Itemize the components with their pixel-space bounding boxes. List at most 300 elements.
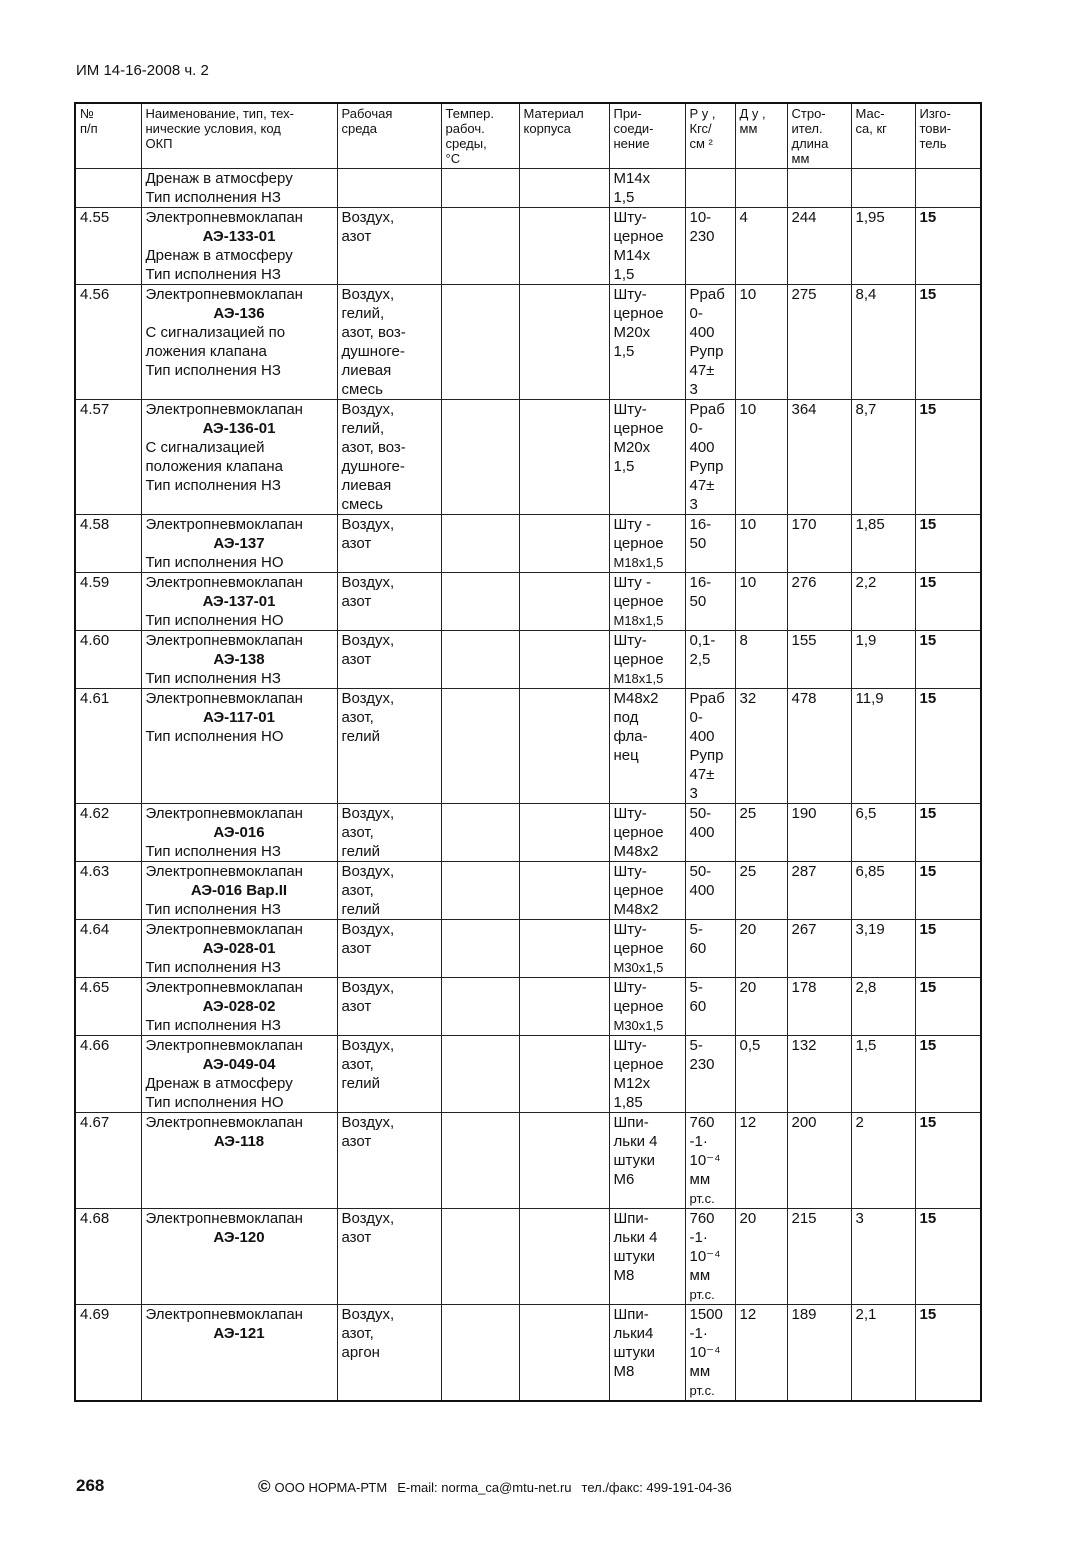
cell-pressure xyxy=(685,1209,735,1305)
cell-line: Дренаж в атмосферу xyxy=(145,247,293,264)
cell-dn xyxy=(735,689,787,804)
num-value: 4.58 xyxy=(80,516,110,533)
cell-dn xyxy=(735,804,787,862)
cell-temp xyxy=(441,631,519,689)
cell-dn xyxy=(735,1036,787,1113)
cell-line: нение xyxy=(613,136,650,151)
cell-line: гелий, xyxy=(341,305,385,322)
cell-connection xyxy=(609,515,685,573)
cell-line: Воздух, xyxy=(341,863,395,880)
cell-line: 230 xyxy=(689,228,715,245)
cell-mass xyxy=(851,1209,915,1305)
mass-value: 1,5 xyxy=(855,1037,877,1054)
num-value: 4.64 xyxy=(80,921,110,938)
cell-line: М8 xyxy=(613,1363,635,1380)
cell-num xyxy=(75,862,141,920)
cell-line: Рраб xyxy=(689,690,725,707)
cell-name xyxy=(141,169,337,208)
cell-mass xyxy=(851,285,915,400)
cell-connection xyxy=(609,920,685,978)
cell-line: М48х2 xyxy=(613,901,659,918)
cell-line: Рраб xyxy=(689,401,725,418)
cell-line: Воздух, xyxy=(341,1210,395,1227)
cell-pressure xyxy=(685,978,735,1036)
cell-connection xyxy=(609,1036,685,1113)
cell-length xyxy=(787,1209,851,1305)
cell-mass xyxy=(851,978,915,1036)
cell-length xyxy=(787,920,851,978)
num-value: 4.55 xyxy=(80,209,110,226)
cell-medium xyxy=(337,631,441,689)
cell-medium xyxy=(337,689,441,804)
cell-mass xyxy=(851,689,915,804)
cell-pressure xyxy=(685,573,735,631)
cell-line: Тип исполнения НЗ xyxy=(145,901,281,918)
mfr-value: 15 xyxy=(919,516,937,533)
cell-dn xyxy=(735,920,787,978)
cell-line: тови- xyxy=(919,121,952,136)
cell-line: 0- xyxy=(689,305,703,322)
cell-line: гелий xyxy=(341,1075,380,1092)
table-body xyxy=(75,169,981,1402)
cell-num xyxy=(75,1209,141,1305)
cell-connection xyxy=(609,285,685,400)
valve-model: АЭ-136 xyxy=(213,305,265,322)
num-value: 4.59 xyxy=(80,574,110,591)
cell-line: см ² xyxy=(689,136,713,151)
dn-value: 20 xyxy=(739,1210,757,1227)
cell-line: ител. xyxy=(791,121,823,136)
dn-value: 25 xyxy=(739,863,757,880)
cell-line: М18х1,5 xyxy=(613,555,664,570)
cell-name xyxy=(141,978,337,1036)
cell-line: Тип исполнения НО xyxy=(145,1094,284,1111)
mass-value: 1,85 xyxy=(855,516,885,533)
cell-line: церное xyxy=(613,882,664,899)
cell-line: Воздух, xyxy=(341,979,395,996)
length-value: 189 xyxy=(791,1306,817,1323)
length-value: 478 xyxy=(791,690,817,707)
cell-line: азот xyxy=(341,940,372,957)
cell-pressure xyxy=(685,515,735,573)
mfr-value: 15 xyxy=(919,286,937,303)
mass-value: 11,9 xyxy=(855,690,884,707)
cell-line: Тип исполнения НО xyxy=(145,728,284,745)
mass-value: 3,19 xyxy=(855,921,885,938)
cell-line: М48х2 xyxy=(613,843,659,860)
cell-line: положения клапана xyxy=(145,458,283,475)
cell-line: смесь xyxy=(341,381,383,398)
cell-line: корпуса xyxy=(523,121,571,136)
cell-length xyxy=(787,978,851,1036)
cell-mass xyxy=(851,1113,915,1209)
table-row xyxy=(75,515,981,573)
cell-material xyxy=(519,920,609,978)
table-row xyxy=(75,1305,981,1402)
cell-line: 60 xyxy=(689,940,707,957)
cell-manufacturer xyxy=(915,689,981,804)
cell-material xyxy=(519,169,609,208)
cell-line: Наименование, тип, тех- xyxy=(145,106,294,121)
cell-line: 10⁻⁴ xyxy=(689,1344,721,1361)
dn-value: 10 xyxy=(739,401,757,418)
cell-line: М18х1,5 xyxy=(613,671,664,686)
cell-length xyxy=(787,1113,851,1209)
dn-value: 10 xyxy=(739,516,757,533)
cell-line: 50 xyxy=(689,535,707,552)
dn-value: 25 xyxy=(739,805,757,822)
mfr-value: 15 xyxy=(919,574,937,591)
valve-type-label: Электропневмоклапан xyxy=(145,401,303,418)
cell-num xyxy=(75,631,141,689)
mass-value: 2,2 xyxy=(855,574,877,591)
mfr-value: 15 xyxy=(919,1306,937,1323)
table-row xyxy=(75,1113,981,1209)
cell-material xyxy=(519,285,609,400)
cell-line: мм xyxy=(739,121,758,136)
cell-line: среда xyxy=(341,121,377,136)
cell-line: 1500 xyxy=(689,1306,723,1323)
valve-type-label: Электропневмоклапан xyxy=(145,1306,303,1323)
length-value: 244 xyxy=(791,209,817,226)
cell-connection xyxy=(609,400,685,515)
num-value: 4.67 xyxy=(80,1114,110,1131)
num-value: 4.63 xyxy=(80,863,110,880)
cell-line: Воздух, xyxy=(341,1114,395,1131)
cell-temp xyxy=(441,804,519,862)
valve-type-label: Электропневмоклапан xyxy=(145,690,303,707)
length-value: 215 xyxy=(791,1210,817,1227)
cell-line: душноге- xyxy=(341,343,405,360)
cell-dn xyxy=(735,400,787,515)
cell-mass xyxy=(851,1305,915,1402)
cell-manufacturer xyxy=(915,515,981,573)
table-row xyxy=(75,689,981,804)
cell-line: Мас- xyxy=(855,106,885,121)
cell-line: 1,5 xyxy=(613,189,635,206)
cell-temp xyxy=(441,169,519,208)
mass-value: 2,1 xyxy=(855,1306,877,1323)
cell-line: Стро- xyxy=(791,106,826,121)
cell-line: Воздух, xyxy=(341,921,395,938)
length-value: 364 xyxy=(791,401,817,418)
cell-line: М48х2 xyxy=(613,690,659,707)
cell-line: Тип исполнения НЗ xyxy=(145,477,281,494)
cell-line: Дренаж в атмосферу xyxy=(145,1075,293,1092)
dn-value: 4 xyxy=(739,209,748,226)
cell-line: азот xyxy=(341,228,372,245)
cell-line: Шту- xyxy=(613,863,647,880)
cell-line: При- xyxy=(613,106,642,121)
cell-line: штуки xyxy=(613,1248,656,1265)
cell-material xyxy=(519,208,609,285)
cell-num xyxy=(75,920,141,978)
valve-type-label: Электропневмоклапан xyxy=(145,632,303,649)
cell-num xyxy=(75,804,141,862)
cell-name xyxy=(141,1036,337,1113)
cell-line: церное xyxy=(613,1056,664,1073)
column-header-name xyxy=(141,103,337,169)
footer-copyright xyxy=(258,1477,732,1497)
table-row xyxy=(75,208,981,285)
cell-line: Шпи- xyxy=(613,1114,649,1131)
cell-manufacturer xyxy=(915,631,981,689)
cell-medium xyxy=(337,1209,441,1305)
cell-name xyxy=(141,1209,337,1305)
valve-type-label: Электропневмоклапан xyxy=(145,979,303,996)
cell-line: Воздух, xyxy=(341,516,395,533)
cell-length xyxy=(787,208,851,285)
cell-line: Шпи- xyxy=(613,1210,649,1227)
cell-line: 50- xyxy=(689,863,712,880)
valve-model: АЭ-133-01 xyxy=(202,228,276,245)
cell-manufacturer xyxy=(915,862,981,920)
column-header-mass xyxy=(851,103,915,169)
cell-material xyxy=(519,1036,609,1113)
cell-length xyxy=(787,689,851,804)
cell-line: М30х1,5 xyxy=(613,1018,664,1033)
cell-name xyxy=(141,1305,337,1402)
cell-line: под xyxy=(613,709,639,726)
cell-material xyxy=(519,400,609,515)
cell-line: мм xyxy=(689,1267,711,1284)
cell-pressure xyxy=(685,400,735,515)
cell-line: 50 xyxy=(689,593,707,610)
cell-num xyxy=(75,978,141,1036)
cell-line: 3 xyxy=(689,381,698,398)
valve-model: АЭ-016 Вар.II xyxy=(190,882,288,899)
cell-line: церное xyxy=(613,305,664,322)
cell-pressure xyxy=(685,804,735,862)
column-header-temp xyxy=(441,103,519,169)
cell-temp xyxy=(441,515,519,573)
cell-line: С сигнализацией по xyxy=(145,324,286,341)
cell-line: Темпер. xyxy=(445,106,494,121)
cell-line: 400 xyxy=(689,882,715,899)
cell-connection xyxy=(609,1113,685,1209)
cell-line: льки 4 xyxy=(613,1229,658,1246)
cell-line: гелий xyxy=(341,728,380,745)
cell-mass xyxy=(851,208,915,285)
cell-line: 400 xyxy=(689,824,715,841)
cell-length xyxy=(787,515,851,573)
column-header-pressure xyxy=(685,103,735,169)
cell-medium xyxy=(337,920,441,978)
cell-line: Д у , xyxy=(739,106,766,121)
cell-pressure xyxy=(685,208,735,285)
cell-line: аргон xyxy=(341,1344,380,1361)
cell-mass xyxy=(851,862,915,920)
cell-line: 50- xyxy=(689,805,712,822)
table-row xyxy=(75,1209,981,1305)
mfr-value: 15 xyxy=(919,921,937,938)
cell-name xyxy=(141,1113,337,1209)
dn-value: 12 xyxy=(739,1114,757,1131)
cell-line: Воздух, xyxy=(341,632,395,649)
cell-line: тель xyxy=(919,136,947,151)
cell-pressure xyxy=(685,169,735,208)
cell-temp xyxy=(441,573,519,631)
cell-line: 47± xyxy=(689,477,715,494)
cell-line: 0- xyxy=(689,709,703,726)
cell-dn xyxy=(735,169,787,208)
column-header-material xyxy=(519,103,609,169)
cell-line: 10⁻⁴ xyxy=(689,1248,721,1265)
cell-medium xyxy=(337,1036,441,1113)
cell-line: азот, xyxy=(341,824,374,841)
cell-line: 5- xyxy=(689,1037,703,1054)
cell-length xyxy=(787,631,851,689)
cell-num xyxy=(75,400,141,515)
valve-model: АЭ-137-01 xyxy=(202,593,276,610)
cell-manufacturer xyxy=(915,285,981,400)
cell-line: Шту- xyxy=(613,401,647,418)
cell-line: 60 xyxy=(689,998,707,1015)
valve-model: АЭ-117-01 xyxy=(202,709,275,726)
cell-line: Шпи- xyxy=(613,1306,649,1323)
cell-medium xyxy=(337,804,441,862)
cell-pressure xyxy=(685,862,735,920)
cell-line: 760 xyxy=(689,1210,715,1227)
cell-line: Тип исполнения НО xyxy=(145,612,284,629)
cell-length xyxy=(787,285,851,400)
cell-line: Рупр xyxy=(689,343,724,360)
cell-dn xyxy=(735,1209,787,1305)
cell-line: 0,1- xyxy=(689,632,716,649)
dn-value: 10 xyxy=(739,574,757,591)
column-header-length xyxy=(787,103,851,169)
cell-line: рт.с. xyxy=(689,1287,715,1302)
valve-type-label: Электропневмоклапан xyxy=(145,921,303,938)
cell-line: азот xyxy=(341,535,372,552)
cell-manufacturer xyxy=(915,920,981,978)
length-value: 190 xyxy=(791,805,817,822)
valve-type-label: Электропневмоклапан xyxy=(145,1210,303,1227)
cell-line: М6 xyxy=(613,1171,635,1188)
cell-line: Шту- xyxy=(613,979,647,996)
cell-line: п/п xyxy=(80,121,98,136)
cell-line: церное xyxy=(613,940,664,957)
cell-mass xyxy=(851,400,915,515)
cell-line: са, кг xyxy=(855,121,887,136)
cell-line: церное xyxy=(613,824,664,841)
cell-line: мм xyxy=(791,151,810,166)
mfr-value: 15 xyxy=(919,1114,937,1131)
table-row xyxy=(75,920,981,978)
cell-medium xyxy=(337,978,441,1036)
cell-mass xyxy=(851,631,915,689)
cell-material xyxy=(519,1113,609,1209)
mass-value: 8,4 xyxy=(855,286,877,303)
cell-pressure xyxy=(685,1113,735,1209)
table-row xyxy=(75,400,981,515)
table-row xyxy=(75,285,981,400)
table-row xyxy=(75,573,981,631)
valve-model: АЭ-137 xyxy=(213,535,265,552)
cell-length xyxy=(787,169,851,208)
cell-connection xyxy=(609,862,685,920)
num-value: 4.61 xyxy=(80,690,110,707)
valve-type-label: Электропневмоклапан xyxy=(145,1114,303,1131)
cell-line: Шту- xyxy=(613,921,647,938)
cell-medium xyxy=(337,169,441,208)
cell-line: Материал xyxy=(523,106,584,121)
cell-dn xyxy=(735,285,787,400)
table-row xyxy=(75,169,981,208)
dn-value: 32 xyxy=(739,690,757,707)
cell-line: Тип исполнения НЗ xyxy=(145,843,281,860)
cell-line: М20х xyxy=(613,439,651,456)
cell-line: 47± xyxy=(689,362,715,379)
length-value: 178 xyxy=(791,979,817,996)
cell-line: Рраб xyxy=(689,286,725,303)
cell-pressure xyxy=(685,631,735,689)
cell-line: Тип исполнения НЗ xyxy=(145,189,281,206)
cell-length xyxy=(787,804,851,862)
cell-line: 10⁻⁴ xyxy=(689,1152,721,1169)
cell-line: азот xyxy=(341,998,372,1015)
cell-line: Воздух, xyxy=(341,574,395,591)
cell-temp xyxy=(441,862,519,920)
cell-line: 400 xyxy=(689,324,715,341)
cell-num xyxy=(75,285,141,400)
cell-line: 2,5 xyxy=(689,651,711,668)
cell-connection xyxy=(609,1209,685,1305)
valve-model: АЭ-121 xyxy=(213,1325,265,1342)
cell-line: 16- xyxy=(689,574,712,591)
cell-name xyxy=(141,515,337,573)
cell-length xyxy=(787,400,851,515)
cell-dn xyxy=(735,978,787,1036)
cell-num xyxy=(75,689,141,804)
cell-line: Шту- xyxy=(613,805,647,822)
valve-model: АЭ-120 xyxy=(213,1229,265,1246)
cell-dn xyxy=(735,515,787,573)
cell-num xyxy=(75,1036,141,1113)
cell-line: Тип исполнения НЗ xyxy=(145,362,281,379)
mass-value: 6,5 xyxy=(855,805,877,822)
cell-pressure xyxy=(685,1305,735,1402)
cell-num xyxy=(75,515,141,573)
cell-line: Тип исполнения НЗ xyxy=(145,1017,281,1034)
mass-value: 6,85 xyxy=(855,863,885,880)
cell-line: М12х xyxy=(613,1075,651,1092)
cell-line: Тип исполнения НЗ xyxy=(145,959,281,976)
cell-manufacturer xyxy=(915,208,981,285)
cell-medium xyxy=(337,400,441,515)
cell-line: азот xyxy=(341,593,372,610)
cell-line: Шту - xyxy=(613,574,651,591)
cell-line: Р у , xyxy=(689,106,716,121)
cell-material xyxy=(519,978,609,1036)
cell-manufacturer xyxy=(915,573,981,631)
cell-temp xyxy=(441,1305,519,1402)
table-row xyxy=(75,804,981,862)
cell-line: рт.с. xyxy=(689,1383,715,1398)
cell-manufacturer xyxy=(915,1113,981,1209)
cell-num xyxy=(75,1305,141,1402)
cell-temp xyxy=(441,285,519,400)
mass-value: 3 xyxy=(855,1210,864,1227)
footer-company: ООО НОРМА-РТМ xyxy=(274,1480,388,1495)
valve-spec-table xyxy=(74,102,982,1402)
cell-length xyxy=(787,1036,851,1113)
cell-line: 5- xyxy=(689,979,703,996)
cell-num xyxy=(75,208,141,285)
cell-mass xyxy=(851,515,915,573)
cell-line: М20х xyxy=(613,324,651,341)
cell-line: 760 xyxy=(689,1114,715,1131)
